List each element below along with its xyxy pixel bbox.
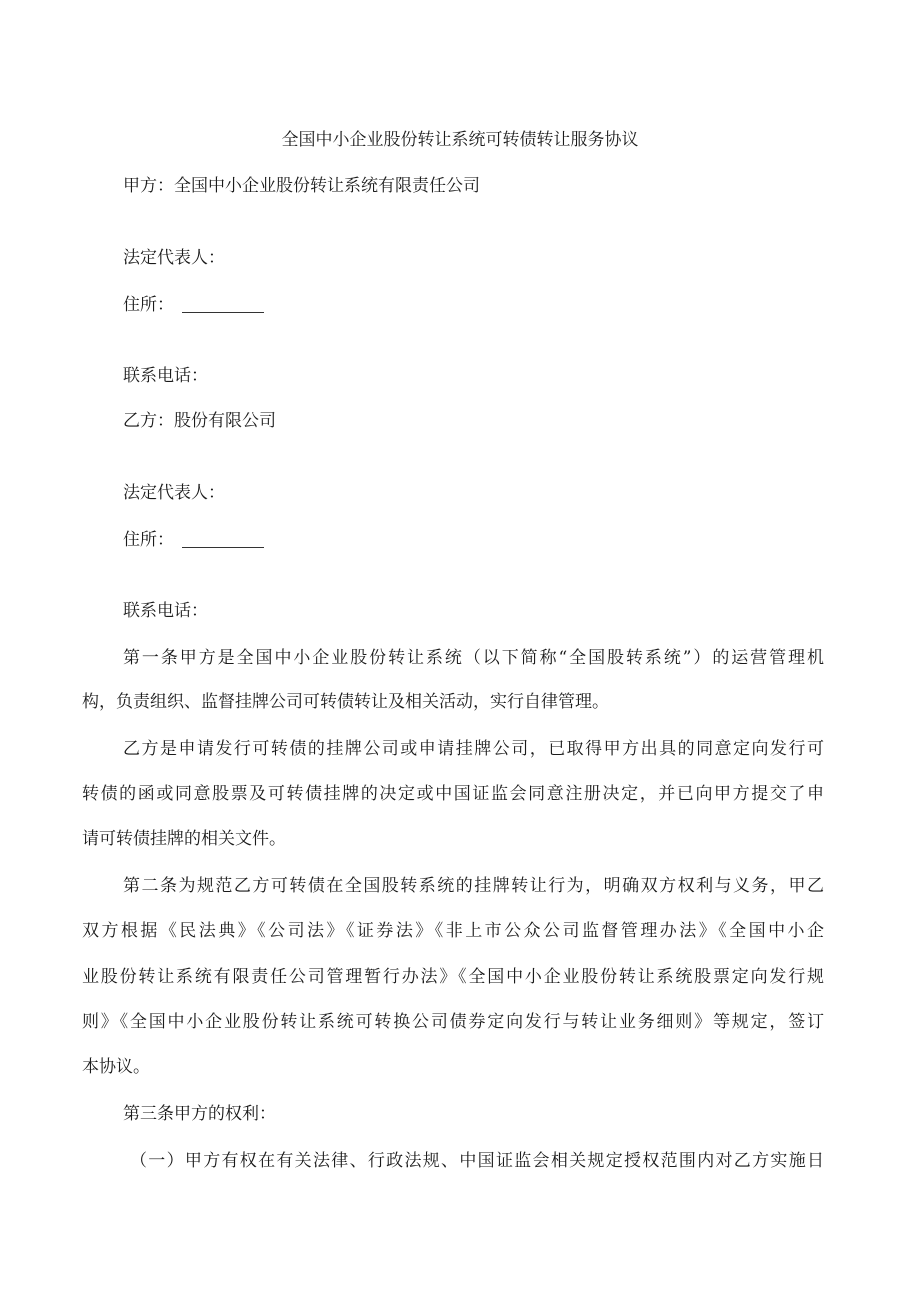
party-a-legal-rep: 法定代表人： [123,248,225,268]
party-b-address-blank [182,533,264,548]
article2-line5: 本协议。 [82,1057,150,1077]
article1b-line3: 请可转债挂牌的相关文件。 [82,829,286,849]
article2-line2: 双方根据《民法典》《公司法》《证券法》《非上市公众公司监督管理办法》《全国中小企 [82,921,824,941]
party-a-address [123,294,264,316]
party-b-address-label: 住所： [123,530,174,550]
article2-line1: 第二条为规范乙方可转债在全国股转系统的挂牌转让行为，明确双方权利与义务，甲乙 [123,876,824,896]
article1b-line1: 乙方是申请发行可转债的挂牌公司或申请挂牌公司，已取得甲方出具的同意定向发行可 [123,739,824,759]
document-title: 全国中小企业股份转让系统可转债转让服务协议 [281,130,639,150]
article1b-line2: 转债的函或同意股票及可转债挂牌的决定或中国证监会同意注册决定，并已向甲方提交了申 [82,784,824,804]
article3-item1: （一）甲方有权在有关法律、行政法规、中国证监会相关规定授权范围内对乙方实施日 [130,1151,824,1171]
party-a-address-label: 住所： [123,295,174,315]
party-b-address [123,529,264,551]
party-a-phone: 联系电话： [123,366,208,386]
party-b-legal-rep: 法定代表人： [123,483,225,503]
party-b-name: 乙方：股份有限公司 [123,411,276,431]
article3-heading: 第三条甲方的权利： [123,1104,276,1124]
party-a-name: 甲方：全国中小企业股份转让系统有限责任公司 [123,176,480,196]
party-a-address-blank [182,298,264,313]
article1-line1: 第一条甲方是全国中小企业股份转让系统（以下简称“全国股转系统”）的运营管理机 [123,648,824,668]
article2-line3: 业股份转让系统有限责任公司管理暂行办法》《全国中小企业股份转让系统股票定向发行规 [82,967,824,987]
article1-line2: 构，负责组织、监督挂牌公司可转债转让及相关活动，实行自律管理。 [82,692,609,712]
party-b-phone: 联系电话： [123,601,208,621]
article2-line4: 则》《全国中小企业股份转让系统可转换公司债券定向发行与转让业务细则》等规定，签订 [82,1012,824,1032]
